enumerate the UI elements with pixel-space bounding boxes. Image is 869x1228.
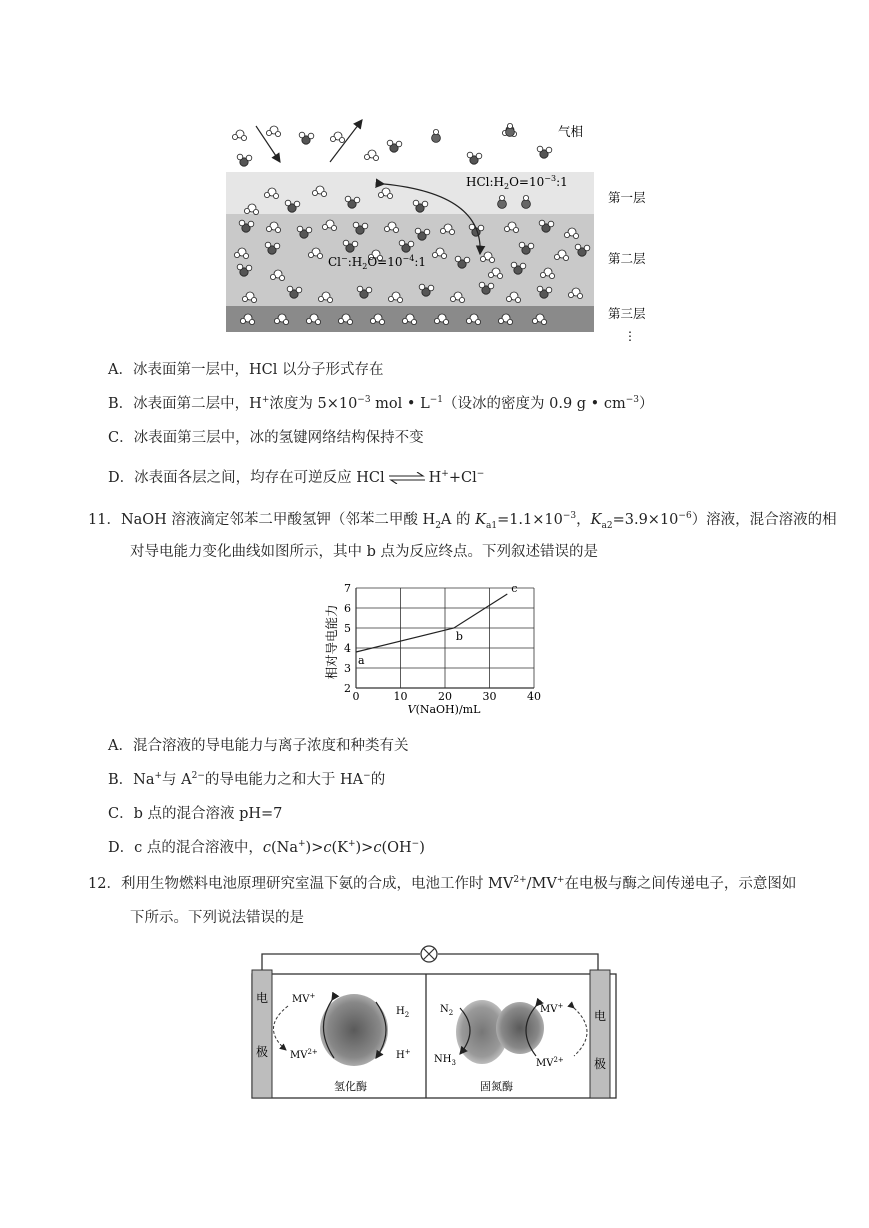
hydrogenase-label: 氢化酶: [334, 1080, 367, 1093]
y-tick-label: 6: [344, 602, 351, 615]
x-tick-label: 0: [352, 690, 360, 703]
point-label-c: c: [511, 582, 518, 595]
gas-phase-label: 气相: [558, 124, 584, 139]
ratio1-label: $HCl:H_2O=10^{-3}:1$: [466, 174, 568, 191]
conductivity-curve: [356, 594, 507, 652]
hplus-label: H+: [396, 1048, 411, 1061]
q11-option-a: A．混合溶液的导电能力与离子浓度和种类有关: [108, 738, 409, 754]
y-tick-label: 7: [344, 582, 351, 595]
y-tick-label: 3: [344, 662, 351, 675]
left-electrode: [252, 970, 272, 1098]
chart-grid: [356, 588, 534, 688]
chart-ticks: [344, 582, 541, 703]
left-electrode-char2: 极: [256, 1045, 269, 1059]
ratio2-label: $Cl^-:H_2O=10^{-4}:1$: [328, 254, 426, 271]
n2-label: $N_2$: [440, 1004, 454, 1017]
y-tick-label: 2: [344, 682, 351, 695]
conductivity-chart: [322, 580, 554, 720]
y-tick-label: 4: [344, 642, 351, 655]
right-electrode-arrow: [574, 1008, 587, 1056]
y-tick-label: 5: [344, 622, 351, 635]
nh3-label: $NH_3$: [434, 1054, 456, 1067]
q10-option-a: A．冰表面第一层中，HCl 以分子形式存在: [108, 362, 384, 378]
q10-option-b: B．冰表面第二层中，H+浓度为 $5\times 10^{-3}$ mol • $L^{-1}$（设冰的密度为 0.9 g • $cm^{-3}$）: [108, 395, 654, 412]
right-electrode: [590, 970, 610, 1098]
q10-option-d: D．冰表面各层之间，均存在可逆反应 HCl H++Cl−: [108, 469, 485, 486]
left-mv-2plus: $MV^{2+}$: [290, 1048, 318, 1061]
x-axis-label: V(NaOH)/mL: [407, 703, 481, 716]
x-tick-label: 20: [438, 690, 452, 703]
q12-stem-line1: 12．利用生物燃料电池原理研究室温下氨的合成，电池工作时 $MV^{2+}/MV^+$在电极与酶之间传递电子，示意图如: [88, 875, 797, 892]
nitrogenase-label: 固氮酶: [480, 1080, 513, 1093]
y-axis-label: 相对导电能力: [324, 604, 339, 680]
q11-option-b: B．Na+与 $A^{2-}$的导电能力之和大于 HA−的: [108, 771, 386, 788]
right-mv-2plus: $MV^{2+}$: [536, 1056, 564, 1069]
q11-option-c: C．b 点的混合溶液 pH=7: [108, 806, 283, 822]
q11-stem-line2: 对导电能力变化曲线如图所示，其中 b 点为反应终点。下列叙述错误的是: [130, 544, 598, 560]
right-mv-plus: MV+: [540, 1002, 564, 1015]
ice-surface-figure: [226, 112, 654, 348]
continuation-dots: ⋮: [624, 329, 636, 343]
left-electrode-arrow: [273, 1006, 288, 1050]
q10-option-c: C．冰表面第三层中，冰的氢键网络结构保持不变: [108, 430, 424, 446]
right-electrode-char2: 极: [594, 1057, 607, 1071]
layer1-label: 第一层: [608, 190, 646, 205]
point-label-b: b: [455, 630, 463, 643]
h2-label: $H_2$: [396, 1006, 410, 1019]
left-electrode-char1: 电: [256, 991, 269, 1005]
point-label-a: a: [358, 654, 365, 667]
right-electrode-char1: 电: [594, 1009, 607, 1023]
q11-option-d: D．c 点的混合溶液中，c(Na+)>c(K+)>c(OH−): [108, 839, 425, 856]
x-tick-label: 30: [482, 690, 497, 703]
q12-stem-line2: 下所示。下列说法错误的是: [130, 910, 304, 926]
biofuel-cell-figure: [244, 940, 624, 1110]
layer2-label: 第二层: [608, 251, 646, 266]
layer3-label: 第三层: [608, 306, 646, 321]
cell-container: [252, 974, 616, 1098]
gas-molecules: [232, 123, 551, 166]
left-mv-plus: MV+: [292, 992, 316, 1005]
q11-stem-line1: 11．NaOH 溶液滴定邻苯二甲酸氢钾（邻苯二甲酸 $H_2A$ 的 $K_{a1}=1.1\times 10^{-3}$，$K_{a2}=3.9\times 10^{-6}$）溶液，混合溶液的相: [88, 511, 837, 531]
nitrogenase-blob-2: [496, 1002, 544, 1054]
x-tick-label: 10: [393, 690, 408, 703]
equilibrium-arrow-icon: [387, 472, 427, 484]
x-tick-label: 40: [527, 690, 541, 703]
